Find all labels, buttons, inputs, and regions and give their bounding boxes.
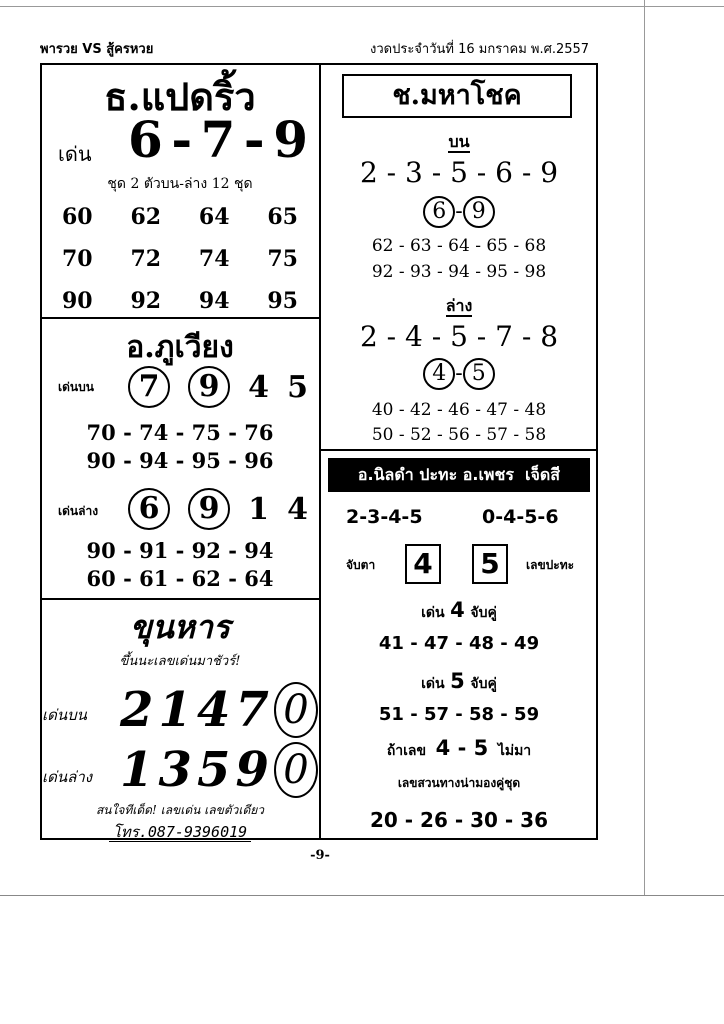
number-row: 40 - 42 - 46 - 47 - 48 — [371, 400, 547, 420]
number-cell: 90 — [62, 288, 93, 314]
lead5-line — [320, 669, 598, 695]
lead-label: เด่น — [58, 142, 92, 166]
number-row: 70 - 74 - 75 - 76 — [86, 420, 274, 445]
number-cell: 92 — [130, 288, 162, 314]
lead-digit: 7 — [235, 682, 269, 738]
scan-edge-top — [0, 6, 724, 7]
lead4-suffix: จับคู่ — [470, 605, 497, 621]
if-label: ถ้าเลข — [386, 743, 427, 759]
right-divider — [319, 449, 598, 451]
upper-circled-pair: 6 - 9 — [320, 196, 598, 228]
alt-pairs: 20 - 26 - 30 - 36 — [369, 808, 548, 832]
circled-digit: 5 — [463, 358, 495, 390]
number-cell: 72 — [130, 246, 162, 272]
separator: - — [171, 110, 193, 169]
contact-phone — [40, 820, 320, 844]
circled-digit: 0 — [274, 742, 318, 798]
circled-digit: 7 — [128, 366, 170, 408]
contact-note: สนใจทีเด็ด! เลขเด่น เลขตัวเดียว — [95, 803, 265, 817]
lead-digit: 1 — [120, 742, 154, 798]
pick-box-b: 5 — [472, 544, 508, 584]
set-note: ชุด 2 ตัวบน-ล่าง 12 ชุด — [107, 176, 253, 192]
separator: - — [243, 110, 265, 169]
circled-digit: 9 — [463, 196, 495, 228]
lower-label — [320, 294, 598, 319]
lower-main-digits: 2 - 4 - 5 - 7 - 8 — [359, 320, 559, 353]
lead5-pairs: 51 - 57 - 58 - 59 — [378, 704, 540, 725]
lead5-label: เด่น — [421, 676, 445, 692]
lower-label-text: ล่าง — [445, 296, 473, 315]
bottom-lead-digits — [128, 486, 308, 532]
page-number: -9- — [310, 848, 330, 863]
upper-label — [320, 130, 598, 155]
header-issue-date: งวดประจำวันที่ 16 มกราคม พ.ศ.2557 — [370, 42, 590, 57]
upper-label-text: บน — [448, 132, 470, 151]
number-row — [62, 204, 298, 230]
circled-digit: 9 — [188, 488, 230, 530]
number-cell: 75 — [267, 246, 298, 272]
lead-digit: 3 — [158, 742, 192, 798]
lead-digit: 7 — [200, 110, 236, 169]
if-suffix: ไม่มา — [497, 743, 532, 759]
plain-digit: 4 — [287, 491, 308, 527]
bottom-lead-label: เด่นล่าง — [58, 504, 99, 518]
top-lead-label: เด่นบน — [42, 706, 87, 724]
matchup-banner: อ.นิลดำ ปะทะ อ.เพชร เจ็ดสี — [328, 458, 590, 492]
number-cell: 70 — [62, 246, 93, 272]
pick-box-a: 4 — [405, 544, 441, 584]
if-digits: 4 - 5 — [435, 736, 489, 760]
lead4-line — [320, 598, 598, 624]
lead4-pairs: 41 - 47 - 48 - 49 — [378, 633, 540, 654]
bottom-lead-digits — [120, 740, 318, 800]
section-title-maha-chok: ช.มหาโชค — [342, 74, 572, 118]
lead-digit: 2 — [120, 682, 154, 738]
number-cell: 62 — [130, 204, 162, 230]
circled-digit: 6 — [423, 196, 455, 228]
lead-digit: 4 — [197, 682, 231, 738]
set-b: 0-4-5-6 — [482, 506, 559, 528]
left-divider-2 — [40, 598, 320, 600]
upper-main-digits: 2 - 3 - 5 - 6 - 9 — [359, 156, 559, 189]
section-title-khun-han: ขุนหาร — [130, 608, 230, 646]
top-lead-label: เด่นบน — [58, 380, 94, 394]
lead5-digit: 5 — [450, 669, 465, 693]
number-cell: 65 — [267, 204, 298, 230]
scan-edge-right — [644, 0, 645, 896]
bottom-lead-label: เด่นล่าง — [42, 768, 93, 786]
phone-number: โทร.087-9396019 — [109, 823, 251, 842]
tagline: ขึ้นนะเลขเด่นมาชัวร์! — [119, 654, 241, 669]
top-lead-digits — [128, 364, 308, 410]
plain-digit: 4 — [248, 369, 270, 405]
lead-digit: 9 — [235, 742, 269, 798]
section-title-phu-wiang: อ.ภูเวียง — [126, 330, 234, 365]
lead-digit: 9 — [273, 110, 308, 169]
number-cell: 74 — [198, 246, 230, 272]
header-left-title: พารวย VS สู้ครหวย — [40, 42, 154, 57]
lead-digit: 1 — [158, 682, 192, 738]
plain-digit: 5 — [287, 369, 308, 405]
section-title-paet-riw: ธ.แปดริ้ว — [104, 74, 256, 119]
number-row: 90 - 94 - 95 - 96 — [86, 448, 274, 473]
number-row: 90 - 91 - 92 - 94 — [86, 538, 274, 563]
left-divider-1 — [40, 317, 320, 319]
if-missing-line — [320, 736, 598, 762]
number-cell: 95 — [267, 288, 298, 314]
lead-digit: 6 — [128, 110, 163, 169]
number-row: 50 - 52 - 56 - 57 - 58 — [371, 425, 547, 445]
number-cell: 94 — [198, 288, 230, 314]
plain-digit: 1 — [248, 491, 270, 527]
top-lead-digits — [120, 680, 318, 740]
lead-digits — [128, 110, 308, 169]
lead-digit: 5 — [197, 742, 231, 798]
circled-digit: 0 — [274, 682, 318, 738]
lead5-suffix: จับคู่ — [470, 676, 497, 692]
lead4-digit: 4 — [450, 598, 465, 622]
circled-digit: 9 — [188, 366, 230, 408]
lower-circled-pair: 4 - 5 — [320, 358, 598, 390]
number-row — [62, 288, 298, 314]
circled-digit: 4 — [423, 358, 455, 390]
number-cell: 60 — [62, 204, 93, 230]
number-row — [62, 246, 298, 272]
set-a: 2-3-4-5 — [346, 506, 423, 528]
number-row: 62 - 63 - 64 - 65 - 68 — [371, 236, 547, 256]
number-row: 92 - 93 - 94 - 95 - 98 — [371, 262, 547, 282]
number-cell: 64 — [198, 204, 230, 230]
pick-label: จับตา — [346, 558, 376, 572]
scan-edge-bottom — [0, 895, 724, 896]
number-row: 60 - 61 - 62 - 64 — [86, 566, 274, 591]
lead4-label: เด่น — [421, 605, 445, 621]
clash-label: เลขปะทะ — [526, 558, 575, 572]
alt-note: เลขสวนทางน่ามองคู่ชุด — [397, 776, 521, 790]
circled-digit: 6 — [128, 488, 170, 530]
